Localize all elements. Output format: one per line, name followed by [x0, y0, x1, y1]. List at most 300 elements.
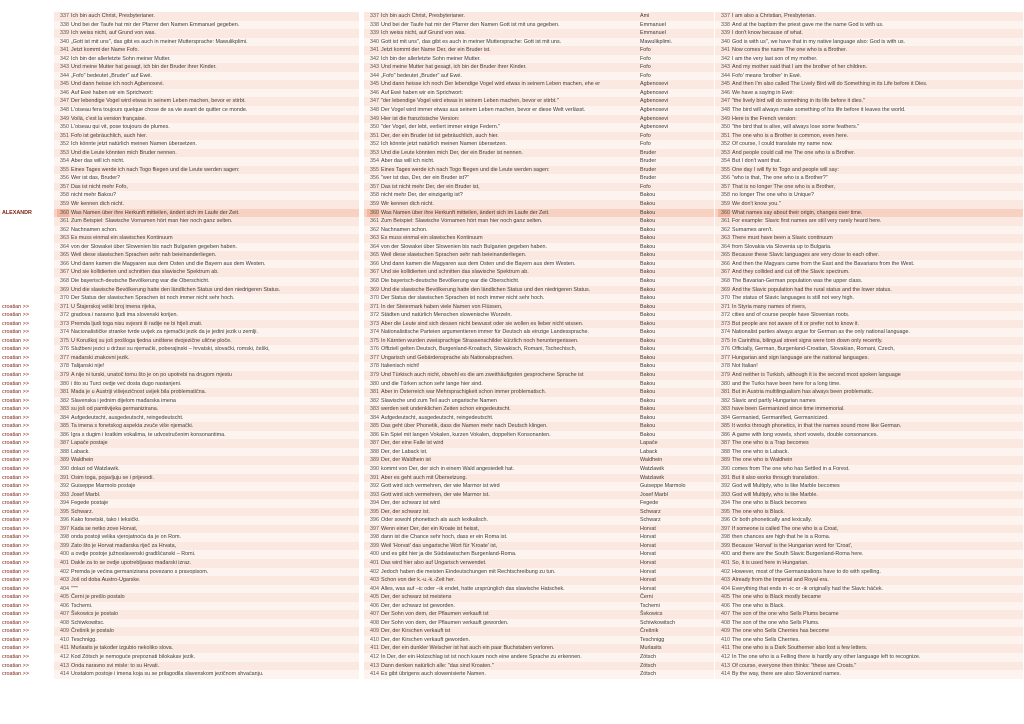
name-cell: Švkowics: [640, 611, 663, 618]
speaker-cell: croatian >>: [2, 329, 29, 336]
source-text: Ich könnte jetzt natürlich meinen Namen übersetzen.: [71, 141, 197, 148]
line-number: 369: [60, 286, 69, 293]
line-number: 347: [721, 98, 730, 105]
line-number: 354: [60, 158, 69, 165]
name-cell: Watzlawik: [640, 474, 665, 481]
source-text: Das ist nicht mehr Fofo,: [71, 183, 128, 190]
table-row: [0, 46, 1024, 55]
source-text: Weil diese slawischen Sprachen sehr nah beieinanderliegen.: [71, 252, 217, 259]
english-translation: The one who Sells Cherries has become: [732, 628, 830, 635]
line-number: 349: [721, 115, 730, 122]
speaker-cell: croatian >>: [2, 611, 29, 618]
line-number: 413: [721, 662, 730, 669]
name-cell: Bakou: [640, 277, 656, 284]
line-number: 347: [60, 98, 69, 105]
german-translation: Alles, was auf –ic oder –ik endet, hatte ursprünglich das slawische Hatschek.: [381, 585, 565, 592]
speaker-cell: croatian >>: [2, 389, 29, 396]
line-number: 403: [370, 577, 379, 584]
line-number: 363: [370, 235, 379, 242]
line-number: 348: [60, 107, 69, 114]
table-row: [0, 542, 1024, 551]
line-number: 385: [60, 423, 69, 430]
line-number: 399: [60, 542, 69, 549]
line-number: 351: [721, 132, 730, 139]
source-text: Und die slawische Bevölkerung hatte den ländlichen Status und den niedrigeren Status.: [71, 286, 281, 293]
line-number: 383: [370, 406, 379, 413]
line-number: 345: [721, 81, 730, 88]
table-row: [0, 328, 1024, 337]
line-number: 400: [60, 551, 69, 558]
english-translation: The son of the one who Sells Plums.: [732, 619, 820, 626]
english-translation: and the Turks have been here for a long time.: [732, 380, 841, 387]
name-cell: Zötsch: [640, 654, 657, 661]
line-number: 406: [60, 602, 69, 609]
name-cell: Agbenoxevi: [640, 124, 669, 131]
german-translation: Auf Ewé haben wir ein Sprichwort:: [381, 89, 464, 96]
name-cell: Fofo: [640, 55, 651, 62]
speaker-cell: croatian >>: [2, 457, 29, 464]
table-row: [0, 627, 1024, 636]
line-number: 346: [60, 89, 69, 96]
table-row: [0, 234, 1024, 243]
line-number: 359: [721, 201, 730, 208]
line-number: 375: [370, 337, 379, 344]
name-cell: Zötsch: [640, 671, 657, 678]
german-translation: Und die slawische Bevölkerung hatte den ländlichen Status und den niedrigeren Status.: [381, 286, 591, 293]
line-number: 404: [60, 585, 69, 592]
line-number: 355: [60, 166, 69, 173]
german-translation: von der Slowakei über Slowenien bis nach Bulgarien gegeben haben.: [381, 243, 548, 250]
line-number: 374: [370, 329, 379, 336]
table-row: [0, 585, 1024, 594]
speaker-cell: croatian >>: [2, 303, 29, 310]
source-text: Und dann kamen die Magyaren aus dem Osten und die Bayern aus dem Westen.: [71, 260, 266, 267]
german-translation: Die bayerisch-deutsche Bevölkerung war die Oberschicht.: [381, 277, 520, 284]
source-text: Kada se netko zove Horvat,: [71, 525, 138, 532]
english-translation: Everything that ends in -ic or -ik originally had the Slavic háček.: [732, 585, 884, 592]
source-text: Zum Beispiel: Slawische Vornamen hört man hier noch ganz selten.: [71, 218, 233, 225]
speaker-cell: croatian >>: [2, 431, 29, 438]
german-translation: Und Türkisch auch nicht, obwohl es die am zweithäufigsten gesprochene Sprache ist: [381, 371, 584, 378]
german-translation: Ungarisch und Gebärdensprache als Nationalsprachen.: [381, 354, 514, 361]
table-row: [0, 320, 1024, 329]
line-number: 414: [60, 671, 69, 678]
line-number: 374: [721, 329, 730, 336]
english-translation: We have a saying in Ewé:: [732, 89, 794, 96]
source-text: Auf Ewé haben wir ein Sprichwort:: [71, 89, 154, 96]
name-cell: Laback: [640, 448, 658, 455]
name-cell: Horvat: [640, 568, 656, 575]
german-translation: nicht mehr Der, der einzigartig ist?: [381, 192, 463, 199]
english-translation: The one who is a Trap becomes: [732, 440, 809, 447]
english-translation: If someone is called The one who is a Croat,: [732, 525, 839, 532]
table-row: [0, 311, 1024, 320]
line-number: 377: [60, 354, 69, 361]
line-number: 362: [60, 226, 69, 233]
name-cell: Bakou: [640, 303, 656, 310]
line-number: 405: [60, 594, 69, 601]
line-number: 371: [721, 303, 730, 310]
source-text: gradova i naravno ljudi ima slovenski korijen.: [71, 312, 178, 319]
table-row: [0, 63, 1024, 72]
line-number: 364: [60, 243, 69, 250]
line-number: 352: [60, 141, 69, 148]
name-cell: Bakou: [640, 252, 656, 259]
table-row: [0, 670, 1024, 679]
table-row: [0, 106, 1024, 115]
line-number: 403: [721, 577, 730, 584]
line-number: 372: [370, 312, 379, 319]
table-row: [0, 610, 1024, 619]
german-translation: Aber die Leute sind sich dessen nicht bewusst oder sie wollen es lieber nicht wissen.: [381, 320, 584, 327]
german-translation: Und sie kollidierten und schnitten das slawische Spektrum ab.: [381, 269, 529, 276]
name-cell: Fofo: [640, 64, 651, 71]
name-cell: Bakou: [640, 260, 656, 267]
table-row: [0, 268, 1024, 277]
line-number: 404: [370, 585, 379, 592]
line-number: 388: [721, 448, 730, 455]
english-translation: Because 'Horvat' is the Hungarian word for 'Croat',: [732, 542, 853, 549]
table-row: [0, 636, 1024, 645]
source-text: L'oiseau qui vit, pose toujours de plumes.: [71, 124, 170, 131]
line-number: 397: [60, 525, 69, 532]
line-number: 340: [370, 38, 379, 45]
source-text: Jetzt kommt der Name Fofo.: [71, 47, 140, 54]
speaker-cell: croatian >>: [2, 654, 29, 661]
line-number: 397: [721, 525, 730, 532]
line-number: 337: [60, 13, 69, 19]
line-number: 360: [718, 209, 730, 218]
speaker-cell: croatian >>: [2, 414, 29, 421]
source-text: Es muss einmal ein slawisches Kontinuum: [71, 235, 173, 242]
table-row: [0, 662, 1024, 671]
name-cell: Bakou: [640, 337, 656, 344]
table-row: [0, 226, 1024, 235]
name-cell: Bakou: [640, 218, 656, 225]
english-translation: I don't know because of what.: [732, 30, 803, 37]
table-row: [0, 525, 1024, 534]
source-text: Onda naravno svi misle: to su Hrvati.: [71, 662, 160, 669]
english-translation: In Carinthia, bilingual street signs were torn down only recently.: [732, 337, 883, 344]
line-number: 414: [370, 671, 379, 678]
english-translation: The one who is Black mostly became: [732, 594, 821, 601]
english-translation: But in Austria multilingualism has always been problematic.: [732, 389, 874, 396]
line-number: 392: [721, 483, 730, 490]
line-number: 368: [370, 277, 379, 284]
german-translation: Der, der eine Falle ist wird: [381, 440, 444, 447]
table-row: [0, 422, 1024, 431]
english-translation: Because these Slavic languages are very close to each other.: [732, 252, 880, 259]
line-number: 401: [370, 560, 379, 566]
german-translation: Der, der Waldhein ist: [381, 457, 431, 464]
name-cell: Bakou: [640, 363, 656, 370]
line-number: 344: [370, 72, 379, 79]
name-cell: Bakou: [640, 346, 656, 353]
line-number: 356: [721, 175, 730, 182]
line-number: 348: [370, 107, 379, 114]
speaker-cell: croatian >>: [2, 619, 29, 626]
german-translation: Italienisch nicht!: [381, 363, 420, 370]
line-number: 353: [370, 149, 379, 156]
english-translation: The bird will always make something of his life before it leaves the world.: [732, 107, 906, 114]
english-translation: Of course, I could translate my name now.: [732, 141, 833, 148]
english-translation: from Slovakia via Slovenia up to Bulgaria.: [732, 243, 832, 250]
english-translation: Already from the Imperial and Royal era.: [732, 577, 829, 584]
line-number: 341: [60, 47, 69, 54]
source-text: Und die Leute könnten mich Bruder nennen.: [71, 149, 177, 156]
line-number: 343: [721, 64, 730, 71]
table-row: [0, 183, 1024, 192]
english-translation: Now comes the name The one who is a Brother.: [732, 47, 847, 54]
line-number: 413: [60, 662, 69, 669]
line-number: 402: [721, 568, 730, 575]
line-number: 392: [60, 483, 69, 490]
name-cell: Bakou: [640, 269, 656, 276]
english-translation: The one who Sells Cherries.: [732, 636, 800, 643]
line-number: 354: [721, 158, 730, 165]
speaker-cell: croatian >>: [2, 662, 29, 669]
english-translation: But it also works through translation.: [732, 474, 819, 481]
line-number: 363: [721, 235, 730, 242]
source-text: Aber das will ich nicht.: [71, 158, 125, 165]
name-cell: Lapače: [640, 440, 658, 447]
english-translation: Nationalist parties always argue for German as the only national language.: [732, 329, 910, 336]
line-number: 350: [60, 124, 69, 131]
name-cell: Horvat: [640, 542, 656, 549]
line-number: 352: [721, 141, 730, 148]
line-number: 353: [60, 149, 69, 156]
source-text: Dakle za to se ovdje upotrebljavao mađarski izraz.: [71, 560, 192, 566]
english-translation: "the lively bird will do something in its life before it dies.": [732, 98, 865, 105]
english-translation: The Bavarian-German population was the upper class.: [732, 277, 863, 284]
speaker-cell: croatian >>: [2, 560, 29, 566]
source-text: Wir kennen dich nicht.: [71, 201, 125, 208]
line-number: 347: [370, 98, 379, 105]
table-row: [0, 414, 1024, 423]
line-number: 376: [370, 346, 379, 353]
line-number: 339: [60, 30, 69, 37]
line-number: 400: [721, 551, 730, 558]
line-number: 408: [370, 619, 379, 626]
line-number: 411: [370, 645, 379, 652]
line-number: 352: [370, 141, 379, 148]
line-number: 387: [721, 440, 730, 447]
speaker-cell: croatian >>: [2, 577, 29, 584]
table-row: [0, 123, 1024, 132]
line-number: 388: [370, 448, 379, 455]
line-number: 378: [721, 363, 730, 370]
table-row: [0, 431, 1024, 440]
line-number: 401: [721, 560, 730, 566]
line-number: 348: [721, 107, 730, 114]
english-translation: That is no longer The one who is a Brother,: [732, 183, 835, 190]
english-translation: The one who is Waldhein: [732, 457, 793, 464]
english-translation: What names say about their origin, changes over time.: [732, 209, 863, 216]
line-number: 360: [57, 209, 69, 218]
table-row: [0, 456, 1024, 465]
table-row: [0, 619, 1024, 628]
line-number: 407: [370, 611, 379, 618]
source-text: Der lebendige Vogel wird etwas in seinem Leben machen, bevor er stirbt.: [71, 98, 246, 105]
german-translation: In der Steiermark haben viele Namen von Flüssen,: [381, 303, 503, 310]
table-row: [0, 166, 1024, 175]
table-row: [0, 491, 1024, 500]
name-cell: Watzlawik: [640, 465, 665, 472]
line-number: 396: [721, 517, 730, 524]
german-translation: Ich bin auch Christ, Presbyterianer.: [381, 13, 465, 19]
source-text: Teschnigg.: [71, 636, 97, 643]
english-translation: The one who is Black becomes: [732, 500, 807, 507]
line-number: 394: [370, 500, 379, 507]
line-number: 365: [370, 252, 379, 259]
english-translation: And at the baptism the priest gave me the name God is with us.: [732, 21, 884, 28]
german-translation: werden seit undenklichen Zeiten schon eingedeutscht.: [381, 406, 511, 413]
english-translation: The one who is Black.: [732, 602, 785, 609]
table-row: [0, 533, 1024, 542]
line-number: 344: [721, 72, 730, 79]
line-number: 342: [721, 55, 730, 62]
german-translation: Der, der ein Bruder ist ist gebräuchlich, auch hier.: [381, 132, 499, 139]
line-number: 387: [370, 440, 379, 447]
line-number: 384: [60, 414, 69, 421]
line-number: 373: [721, 320, 730, 327]
line-number: 340: [721, 38, 730, 45]
table-row: [0, 217, 1024, 226]
english-translation: And my mother said that I am the brother of her children.: [732, 64, 868, 71]
speaker-cell: croatian >>: [2, 628, 29, 635]
name-cell: Ami: [640, 13, 650, 19]
line-number: 373: [370, 320, 379, 327]
english-translation: "who is that, The one who is a Brother?": [732, 175, 828, 182]
line-number: 391: [60, 474, 69, 481]
line-number: 406: [370, 602, 379, 609]
name-cell: Černi: [640, 594, 653, 601]
name-cell: Emmanuel: [640, 30, 666, 37]
source-text: „Gott ist mit uns", das gibt es auch in meiner Muttersprache: Mawulikplimi.: [71, 38, 248, 45]
line-number: 381: [721, 389, 730, 396]
table-row: [0, 140, 1024, 149]
line-number: 389: [60, 457, 69, 464]
line-number: 370: [370, 295, 379, 302]
german-translation: Dann denken natürlich alle: "das sind Kroaten.": [381, 662, 494, 669]
english-translation: One day I will fly to Togo and people will say:: [732, 166, 839, 173]
german-translation: Ich bin der allerletzte Sohn meiner Mutter.: [381, 55, 481, 62]
line-number: 383: [60, 406, 69, 413]
source-text: Murlasits je također izgubio nekoliko slova.: [71, 645, 174, 652]
speaker-cell: croatian >>: [2, 534, 29, 541]
german-translation: Der, der Kirschen verkauft geworden.: [381, 636, 470, 643]
line-number: 390: [60, 465, 69, 472]
source-text: Osim toga, pojavljuju se i prijevodi.: [71, 474, 154, 481]
line-number: 394: [60, 500, 69, 507]
line-number: 346: [370, 89, 379, 96]
source-text: Fofo ist gebräuchlich, auch hier.: [71, 132, 148, 139]
source-text: Was Namen über ihre Herkunft mitteilen, ändert sich im Laufe der Zeit.: [71, 209, 240, 216]
source-text: i što su Turci ovdje već dosta dugo nastanjeni.: [71, 380, 182, 387]
line-number: 391: [370, 474, 379, 481]
line-number: 382: [60, 397, 69, 404]
name-cell: Murlasits: [640, 645, 662, 652]
speaker-cell: croatian >>: [2, 500, 29, 507]
english-translation: But I don't want that.: [732, 158, 781, 165]
line-number: 385: [370, 423, 379, 430]
line-number: 402: [60, 568, 69, 575]
speaker-cell: croatian >>: [2, 491, 29, 498]
table-row: [0, 294, 1024, 303]
english-translation: And then the Magyars came from the East and the Bavarians from the West.: [732, 260, 915, 267]
german-translation: Schon von der k.-u.-k.-Zeit her.: [381, 577, 456, 584]
line-number: 369: [721, 286, 730, 293]
english-translation: "the bird that is alive, will always lose some feathers.": [732, 124, 860, 131]
line-number: 370: [721, 295, 730, 302]
line-number: 356: [60, 175, 69, 182]
english-translation: Hungarian and sign language are the national languages.: [732, 354, 869, 361]
name-cell: Emmanuel: [640, 21, 666, 28]
english-translation: And then I'm also called The Lively Bird will do Something in its Life before it Dies.: [732, 81, 928, 88]
table-row: [0, 29, 1024, 38]
table-row: [0, 115, 1024, 124]
source-text: Kako fonetski, tako i leksički.: [71, 517, 140, 524]
name-cell: Črešnik: [640, 628, 659, 635]
source-text: Ich weiss nicht, auf Grund von was.: [71, 30, 156, 37]
line-number: 379: [721, 371, 730, 378]
english-translation: and there are the South Slavic Burgenland-Roma here.: [732, 551, 864, 558]
line-number: 361: [370, 218, 379, 225]
source-text: Schwarz.: [71, 508, 94, 515]
line-number: 362: [721, 226, 730, 233]
name-cell: Teschnigg: [640, 636, 665, 643]
english-translation: The one who is a Brother is common, even here.: [732, 132, 849, 139]
table-row: [0, 80, 1024, 89]
speaker-cell: croatian >>: [2, 423, 29, 430]
line-number: 343: [60, 64, 69, 71]
english-translation: Fofo' means 'brother' in Ewé.: [732, 72, 802, 79]
german-translation: Der, der schwarz ist.: [381, 508, 430, 515]
table-row: [0, 439, 1024, 448]
source-text: Wer ist das, Bruder?: [71, 175, 121, 182]
line-number: 345: [370, 81, 379, 88]
line-number: 397: [370, 525, 379, 532]
english-translation: then chances are high that he is a Roma.: [732, 534, 831, 541]
german-translation: Wir kennen dich nicht.: [381, 201, 435, 208]
english-translation: And neither is Turkish, although it is the second most spoken language: [732, 371, 901, 378]
speaker-cell: croatian >>: [2, 474, 29, 481]
source-text: Nachnamen schon.: [71, 226, 118, 233]
speaker-cell: croatian >>: [2, 585, 29, 592]
line-number: 386: [60, 431, 69, 438]
german-translation: Aber in Österreich war Mehrsprachigkeit schon immer problematisch.: [381, 389, 547, 396]
line-number: 410: [370, 636, 379, 643]
source-text: A nije ni turski, unatoč tomu što je on po upotrebi na drugom mjestu: [71, 371, 232, 378]
source-text: mađarski znakovni jezik.: [71, 354, 130, 361]
name-cell: Fofo: [640, 47, 651, 54]
name-cell: Agbenoxevi: [640, 107, 669, 114]
english-translation: By the way, there are also Slovenized names.: [732, 671, 841, 678]
line-number: 405: [370, 594, 379, 601]
line-number: 409: [370, 628, 379, 635]
german-translation: Zum Beispiel: Slawische Vornamen hört man hier noch ganz selten.: [381, 218, 543, 225]
line-number: 379: [60, 371, 69, 378]
german-translation: Aufgedeutscht, ausgedeutscht, reingedeutscht.: [381, 414, 494, 421]
name-cell: Mawulikplimi.: [640, 38, 673, 45]
line-number: 381: [370, 389, 379, 396]
line-number: 410: [60, 636, 69, 643]
line-number: 390: [721, 465, 730, 472]
line-number: 385: [721, 423, 730, 430]
line-number: 342: [60, 55, 69, 62]
english-translation: Here is the French version:: [732, 115, 797, 122]
line-number: 378: [60, 363, 69, 370]
